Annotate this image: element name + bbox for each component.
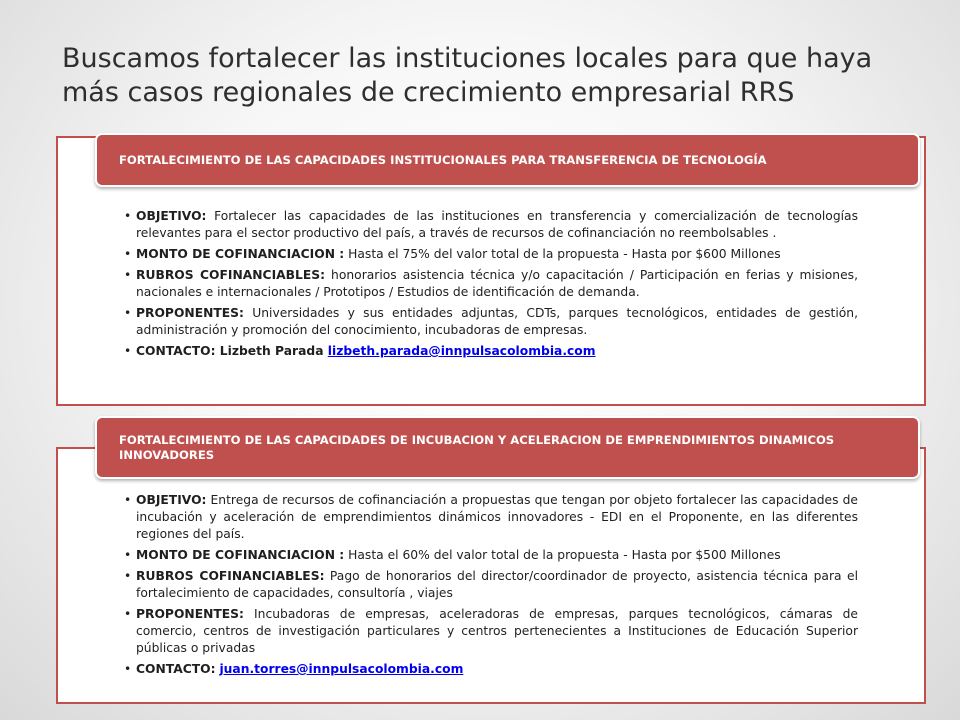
proponentes-label: PROPONENTES: — [136, 607, 244, 621]
monto-label: MONTO DE COFINANCIACION : — [136, 247, 345, 261]
monto-label: MONTO DE COFINANCIACION : — [136, 548, 345, 562]
rubros-text: Pago de honorarios del director/coordinador de proyecto, asistencia técnica para el fortalecimiento de capacidades, consultoría , viajes — [136, 569, 858, 600]
bullet-proponentes — [120, 606, 858, 657]
section-header-tecnologia — [95, 133, 920, 187]
proponentes-text: Universidades y sus entidades adjuntas, CDTs, parques tecnológicos, entidades de gestión, administración y promoción del conocimiento, incubadoras de empresas. — [136, 306, 858, 337]
rubros-label: RUBROS COFINANCIABLES: — [136, 268, 326, 282]
section-header-text: FORTALECIMIENTO DE LAS CAPACIDADES DE INCUBACION Y ACELERACION DE EMPRENDIMIENTOS DINAMICOS INNOVADORES — [119, 432, 835, 462]
bullet-monto — [120, 547, 858, 564]
rubros-label: RUBROS COFINANCIABLES: — [136, 569, 325, 583]
bullet-list-incubacion — [120, 492, 858, 682]
bullet-objetivo — [120, 492, 858, 543]
bullet-contacto — [120, 343, 858, 360]
objetivo-label: OBJETIVO: — [136, 209, 207, 223]
contacto-name: Lizbeth Parada — [215, 344, 328, 358]
bullet-rubros — [120, 568, 858, 602]
contacto-label: CONTACTO: — [136, 662, 216, 676]
bullet-contacto — [120, 661, 858, 678]
slide-title: Buscamos fortalecer las instituciones locales para que haya más casos regionales de crecimiento empresarial RRS — [62, 43, 873, 108]
bullet-proponentes — [120, 305, 858, 339]
bullet-rubros — [120, 267, 858, 301]
objetivo-label: OBJETIVO: — [136, 493, 207, 507]
objetivo-text: Entrega de recursos de cofinanciación a propuestas que tengan por objeto fortalecer las capacidades de incubación y aceleración de emprendimientos dinámicos innovadores - EDI en el Proponente, en las diferentes regiones del país. — [136, 493, 858, 541]
section-header-incubacion — [95, 416, 920, 479]
monto-text: Hasta el 75% del valor total de la propuesta - Hasta por $600 Millones — [344, 247, 781, 261]
rubros-text: honorarios asistencia técnica y/o capacitación / Participación en ferias y misiones, nacionales e internacionales / Prototipos / Estudios de identificación de demanda. — [136, 268, 858, 299]
proponentes-label: PROPONENTES: — [136, 306, 244, 320]
objetivo-text: Fortalecer las capacidades de las instituciones en transferencia y comercialización de tecnologías relevantes para el sector productivo del país, a través de recursos de cofinanciación no reembolsables . — [136, 209, 858, 240]
section-header-text: FORTALECIMIENTO DE LAS CAPACIDADES INSTITUCIONALES PARA TRANSFERENCIA DE TECNOLOGÍA — [119, 152, 767, 167]
bullet-list-tecnologia — [120, 208, 858, 364]
contacto-email-link[interactable]: juan.torres@innpulsacolombia.com — [219, 662, 464, 676]
bullet-objetivo — [120, 208, 858, 242]
proponentes-text: Incubadoras de empresas, aceleradoras de empresas, parques tecnológicos, cámaras de comercio, centros de investigación particulares y centros pertenecientes a Instituciones de Educación Superior públicas o privadas — [136, 607, 858, 655]
monto-text: Hasta el 60% del valor total de la propuesta - Hasta por $500 Millones — [344, 548, 781, 562]
contacto-email-link[interactable]: lizbeth.parada@innpulsacolombia.com — [327, 344, 596, 358]
contacto-label: CONTACTO: — [136, 344, 216, 358]
bullet-monto — [120, 246, 858, 263]
